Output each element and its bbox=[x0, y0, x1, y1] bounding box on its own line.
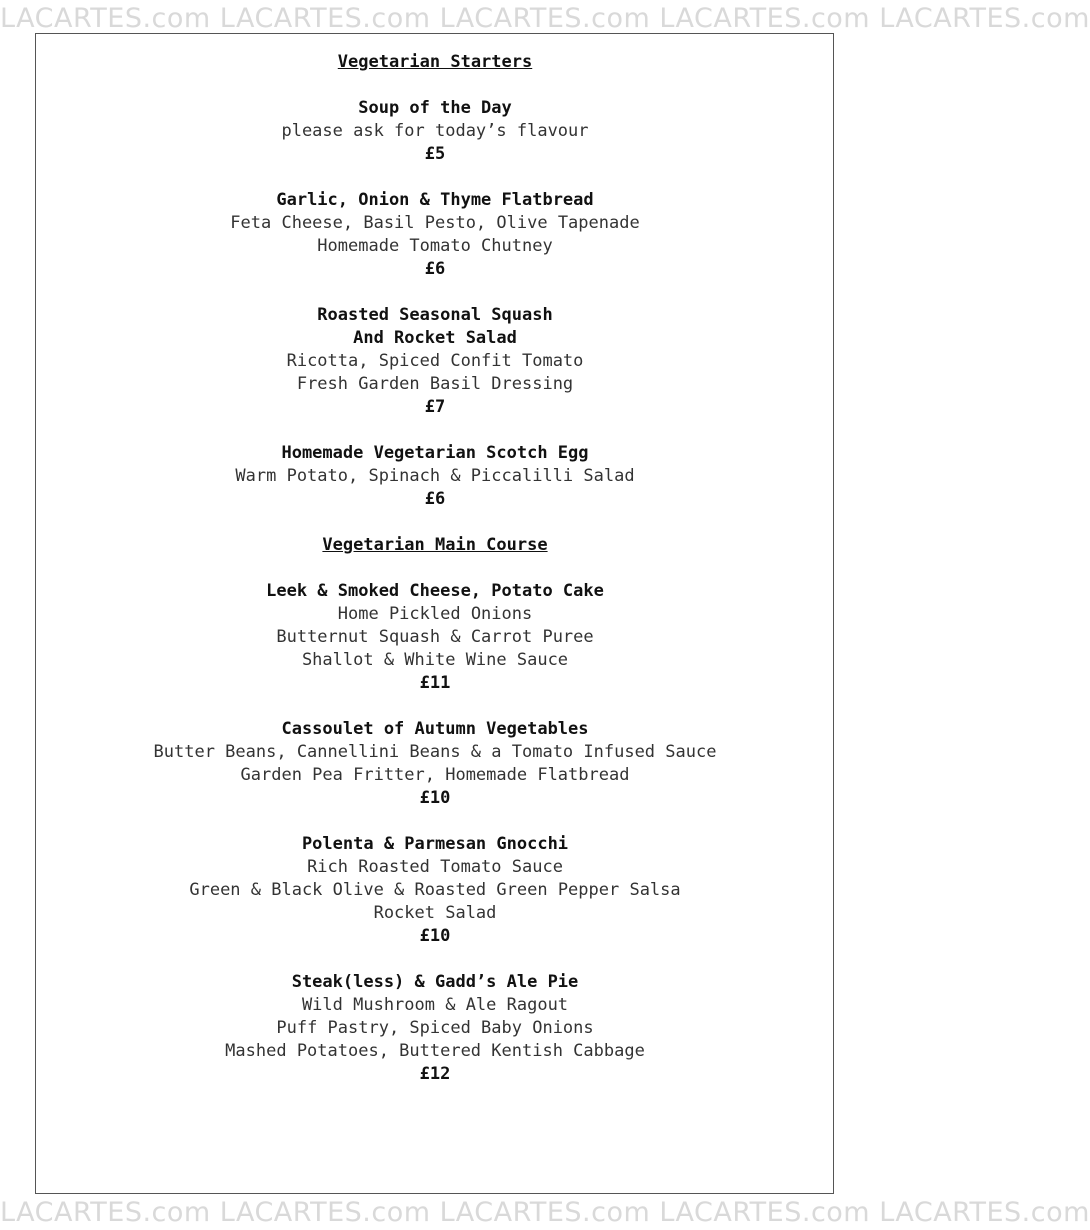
dish-name: Roasted Seasonal Squash bbox=[317, 305, 553, 325]
spacer bbox=[0, 419, 870, 442]
dish-name: Leek & Smoked Cheese, Potato Cake bbox=[266, 581, 604, 601]
dish-name: Steak(less) & Gadd’s Ale Pie bbox=[291, 972, 579, 992]
dish-description: Wild Mushroom & Ale Ragout bbox=[301, 995, 569, 1015]
section-title: Vegetarian Main Course bbox=[322, 535, 548, 555]
dish-name: And Rocket Salad bbox=[353, 328, 517, 348]
menu-item bbox=[0, 189, 870, 281]
dish-description: Butter Beans, Cannellini Beans & a Tomato Infused Sauce bbox=[153, 742, 717, 762]
dish-name: Soup of the Day bbox=[358, 98, 512, 118]
dish-description: Garden Pea Fritter, Homemade Flatbread bbox=[240, 765, 630, 785]
spacer bbox=[0, 557, 870, 580]
menu-item bbox=[0, 442, 870, 511]
menu-item bbox=[0, 718, 870, 810]
menu-section bbox=[0, 51, 870, 534]
dish-price: £7 bbox=[424, 397, 446, 417]
menu-item bbox=[0, 833, 870, 948]
dish-description: Butternut Squash & Carrot Puree bbox=[276, 627, 594, 647]
dish-description: Mashed Potatoes, Buttered Kentish Cabbage bbox=[225, 1041, 645, 1061]
menu-section bbox=[0, 534, 870, 1086]
dish-name: Cassoulet of Autumn Vegetables bbox=[281, 719, 589, 739]
dish-description: Rich Roasted Tomato Sauce bbox=[307, 857, 563, 877]
spacer bbox=[0, 74, 870, 97]
dish-description: Puff Pastry, Spiced Baby Onions bbox=[276, 1018, 594, 1038]
watermark-bottom bbox=[0, 1196, 1090, 1230]
menu-item bbox=[0, 97, 870, 166]
spacer bbox=[0, 511, 870, 534]
dish-description: please ask for today’s flavour bbox=[281, 121, 589, 141]
dish-price: £12 bbox=[419, 1064, 451, 1084]
dish-description: Warm Potato, Spinach & Piccalilli Salad bbox=[235, 466, 635, 486]
watermark-top bbox=[0, 2, 1090, 36]
watermark-text: LACARTES.com LACARTES.com LACARTES.com LACARTES.com LACARTES.com bbox=[0, 1197, 1090, 1228]
watermark-text: LACARTES.com LACARTES.com LACARTES.com LACARTES.com LACARTES.com bbox=[0, 3, 1090, 34]
spacer bbox=[0, 281, 870, 304]
dish-description: Green & Black Olive & Roasted Green Pepper Salsa bbox=[189, 880, 681, 900]
dish-price: £5 bbox=[424, 144, 446, 164]
dish-description: Rocket Salad bbox=[373, 903, 497, 923]
dish-description: Homemade Tomato Chutney bbox=[317, 236, 553, 256]
menu-item bbox=[0, 304, 870, 419]
spacer bbox=[0, 948, 870, 971]
dish-description: Home Pickled Onions bbox=[337, 604, 533, 624]
spacer bbox=[0, 166, 870, 189]
dish-description: Fresh Garden Basil Dressing bbox=[296, 374, 574, 394]
section-title: Vegetarian Starters bbox=[337, 52, 533, 72]
dish-name: Garlic, Onion & Thyme Flatbread bbox=[276, 190, 594, 210]
menu-content bbox=[0, 51, 870, 1086]
dish-price: £6 bbox=[424, 259, 446, 279]
dish-description: Shallot & White Wine Sauce bbox=[301, 650, 569, 670]
spacer bbox=[0, 695, 870, 718]
spacer bbox=[0, 810, 870, 833]
dish-price: £10 bbox=[419, 788, 451, 808]
dish-description: Ricotta, Spiced Confit Tomato bbox=[286, 351, 584, 371]
dish-description: Feta Cheese, Basil Pesto, Olive Tapenade bbox=[230, 213, 640, 233]
menu-item bbox=[0, 971, 870, 1086]
dish-price: £10 bbox=[419, 926, 451, 946]
dish-price: £6 bbox=[424, 489, 446, 509]
dish-name: Polenta & Parmesan Gnocchi bbox=[301, 834, 569, 854]
menu-item bbox=[0, 580, 870, 695]
dish-price: £11 bbox=[419, 673, 451, 693]
dish-name: Homemade Vegetarian Scotch Egg bbox=[281, 443, 589, 463]
